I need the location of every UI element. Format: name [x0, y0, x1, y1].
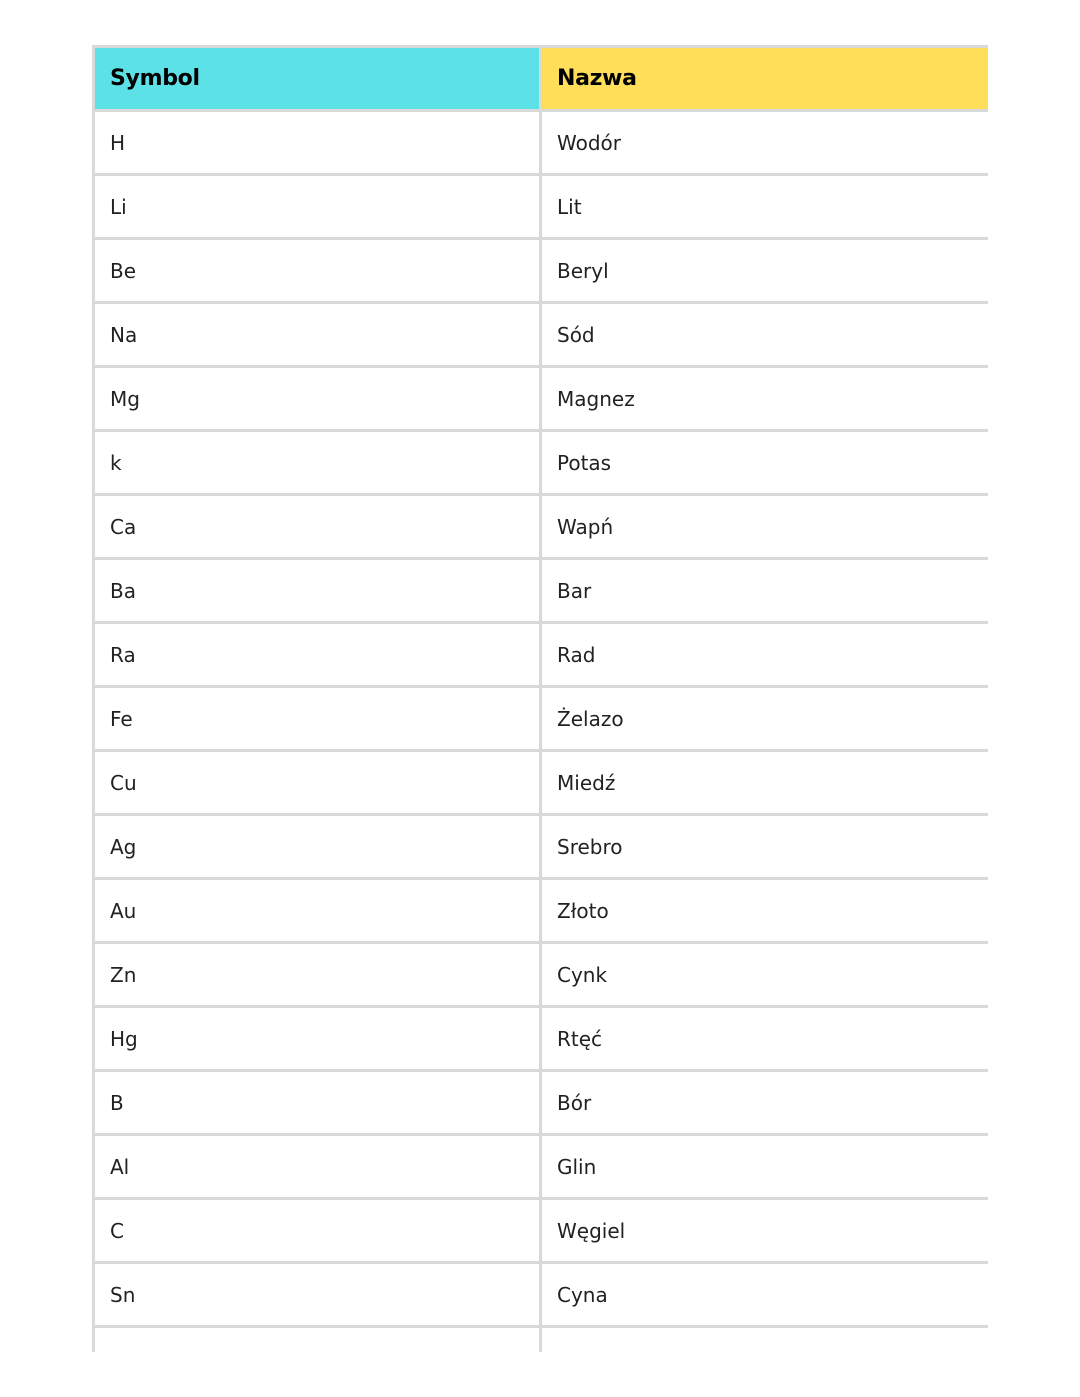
name-cell: Potas [541, 431, 989, 495]
name-cell: Srebro [541, 815, 989, 879]
name-cell: Wodór [541, 111, 989, 175]
table-row [94, 1007, 989, 1071]
symbol-cell: Sn [94, 1263, 541, 1327]
name-cell: Złoto [541, 879, 989, 943]
name-cell: Bar [541, 559, 989, 623]
name-cell: Beryl [541, 239, 989, 303]
table-row [94, 1199, 989, 1263]
elements-table-container [92, 45, 988, 1352]
name-cell: Bór [541, 1071, 989, 1135]
table-row [94, 495, 989, 559]
table-row [94, 879, 989, 943]
table-row [94, 943, 989, 1007]
table-row [94, 815, 989, 879]
name-cell: Żelazo [541, 687, 989, 751]
symbol-cell: Fe [94, 687, 541, 751]
symbol-cell: Zn [94, 943, 541, 1007]
name-cell: Wapń [541, 495, 989, 559]
symbol-cell: Ra [94, 623, 541, 687]
name-cell: Sód [541, 303, 989, 367]
name-cell [541, 1327, 989, 1353]
table-row [94, 1327, 989, 1353]
symbol-cell: B [94, 1071, 541, 1135]
table-row [94, 623, 989, 687]
table-row [94, 175, 989, 239]
symbol-cell: Na [94, 303, 541, 367]
table-row [94, 431, 989, 495]
table-row [94, 303, 989, 367]
table-row [94, 559, 989, 623]
table-row [94, 1135, 989, 1199]
table-row [94, 751, 989, 815]
name-cell: Rtęć [541, 1007, 989, 1071]
symbol-cell: Hg [94, 1007, 541, 1071]
symbol-cell: Ag [94, 815, 541, 879]
table-row [94, 1263, 989, 1327]
name-cell: Rad [541, 623, 989, 687]
table-row [94, 1071, 989, 1135]
symbol-cell: Cu [94, 751, 541, 815]
name-cell: Cyna [541, 1263, 989, 1327]
name-cell: Miedź [541, 751, 989, 815]
symbol-cell: H [94, 111, 541, 175]
symbol-cell: Ba [94, 559, 541, 623]
name-column-header: Nazwa [541, 47, 989, 111]
symbol-cell: C [94, 1199, 541, 1263]
name-cell: Węgiel [541, 1199, 989, 1263]
name-cell: Cynk [541, 943, 989, 1007]
symbol-cell: Au [94, 879, 541, 943]
name-cell: Magnez [541, 367, 989, 431]
name-cell: Lit [541, 175, 989, 239]
symbol-cell: Mg [94, 367, 541, 431]
symbol-cell: Li [94, 175, 541, 239]
name-cell: Glin [541, 1135, 989, 1199]
table-header-row [94, 47, 989, 111]
table-row [94, 687, 989, 751]
symbol-cell: Al [94, 1135, 541, 1199]
table-row [94, 367, 989, 431]
symbol-cell [94, 1327, 541, 1353]
symbol-cell: Be [94, 239, 541, 303]
table-row [94, 111, 989, 175]
table-row [94, 239, 989, 303]
elements-table [92, 45, 988, 1352]
symbol-column-header: Symbol [94, 47, 541, 111]
symbol-cell: Ca [94, 495, 541, 559]
symbol-cell: k [94, 431, 541, 495]
